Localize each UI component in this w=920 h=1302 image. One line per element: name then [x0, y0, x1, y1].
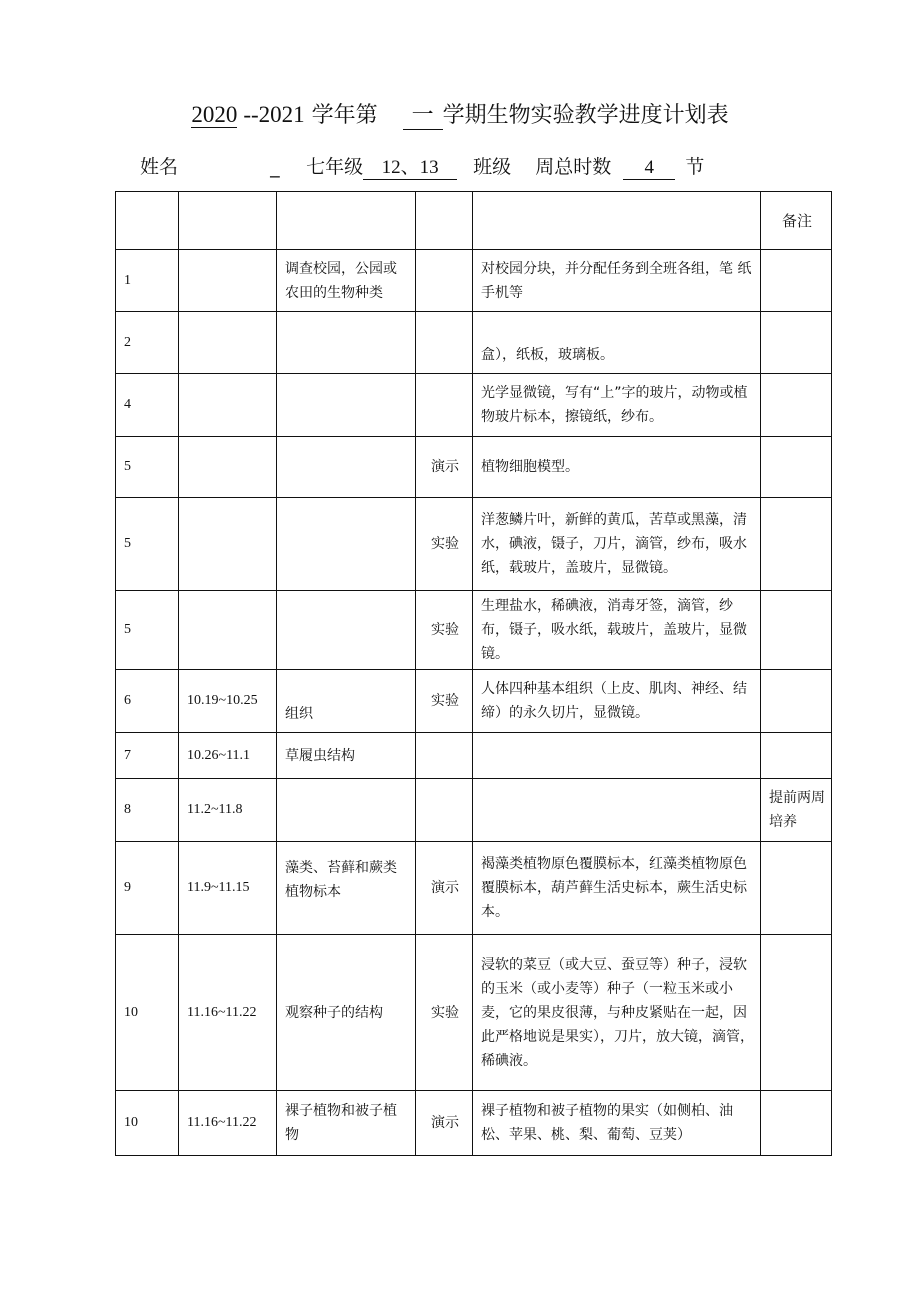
table-row	[116, 1091, 832, 1156]
week-cell: 9	[116, 842, 179, 935]
header-cell	[116, 192, 179, 250]
year-end: 2021	[258, 102, 305, 127]
date-cell: 11.16~11.22	[179, 935, 277, 1091]
date-cell	[179, 498, 277, 591]
note-cell	[761, 498, 832, 591]
type-cell	[416, 312, 473, 374]
name-label: 姓名	[140, 156, 179, 178]
topic-cell	[277, 779, 416, 842]
week-cell: 2	[116, 312, 179, 374]
materials-cell: 浸软的菜豆（或大豆、蚕豆等）种子，浸软的玉米（或小麦等）种子（一粒玉米或小麦，它的果皮很薄，与种皮紧贴在一起，因此严格地说是果实），刀片，放大镜，滴管，稀碘液。	[473, 935, 761, 1091]
materials-cell: 人体四种基本组织（上皮、肌肉、神经、结缔）的永久切片，显微镜。	[473, 670, 761, 733]
note-cell	[761, 437, 832, 498]
grade-label: 七年级	[306, 156, 364, 178]
weekly-hours-value: 4	[623, 157, 675, 180]
topic-cell	[277, 498, 416, 591]
note-cell	[761, 374, 832, 437]
semester-rest-label: 学期生物实验教学进度计划表	[442, 103, 729, 128]
note-cell	[761, 1091, 832, 1156]
schedule-table	[115, 191, 832, 1156]
week-cell: 7	[116, 733, 179, 779]
topic-cell: 调查校园，公园或农田的生物种类	[277, 250, 416, 312]
table-header-row	[116, 192, 832, 250]
semester-value: 一	[403, 98, 443, 130]
materials-cell: 植物细胞模型。	[473, 437, 761, 498]
topic-cell: 观察种子的结构	[277, 935, 416, 1091]
header-note: 备注	[761, 192, 832, 250]
class-label: 班级	[473, 156, 512, 178]
school-year-label: 学年第	[311, 103, 378, 128]
materials-cell	[473, 779, 761, 842]
date-cell: 11.2~11.8	[179, 779, 277, 842]
topic-cell: 组织	[277, 670, 416, 733]
week-cell: 5	[116, 437, 179, 498]
type-cell: 实验	[416, 670, 473, 733]
table-row	[116, 591, 832, 670]
week-cell: 10	[116, 1091, 179, 1156]
header-cell	[473, 192, 761, 250]
topic-cell	[277, 437, 416, 498]
week-cell: 4	[116, 374, 179, 437]
type-cell: 实验	[416, 498, 473, 591]
weekly-hours-label: 周总时数	[535, 156, 612, 178]
materials-cell: 光学显微镜，写有“上”字的玻片，动物或植物玻片标本，擦镜纸，纱布。	[473, 374, 761, 437]
date-cell	[179, 591, 277, 670]
date-cell: 10.19~10.25	[179, 670, 277, 733]
table-row	[116, 312, 832, 374]
date-cell	[179, 374, 277, 437]
type-cell	[416, 250, 473, 312]
type-cell	[416, 779, 473, 842]
week-cell: 10	[116, 935, 179, 1091]
header-cell	[416, 192, 473, 250]
note-cell	[761, 670, 832, 733]
info-line	[140, 152, 704, 180]
date-cell: 11.16~11.22	[179, 1091, 277, 1156]
hours-unit: 节	[685, 156, 705, 178]
date-cell: 11.9~11.15	[179, 842, 277, 935]
year-start: 2020	[191, 102, 238, 127]
topic-cell: 草履虫结构	[277, 733, 416, 779]
materials-cell: 褐藻类植物原色覆膜标本，红藻类植物原色覆膜标本，葫芦藓生活史标本，蕨生活史标本。	[473, 842, 761, 935]
week-cell: 1	[116, 250, 179, 312]
table-row	[116, 437, 832, 498]
type-cell: 实验	[416, 935, 473, 1091]
type-cell: 实验	[416, 591, 473, 670]
table-row	[116, 670, 832, 733]
header-cell	[277, 192, 416, 250]
note-cell	[761, 935, 832, 1091]
date-cell: 10.26~11.1	[179, 733, 277, 779]
class-numbers: 12、13	[363, 152, 457, 180]
table-row	[116, 842, 832, 935]
name-value: _	[270, 156, 280, 178]
materials-cell	[473, 733, 761, 779]
type-cell: 演示	[416, 437, 473, 498]
week-cell: 6	[116, 670, 179, 733]
table-row	[116, 374, 832, 437]
type-cell	[416, 374, 473, 437]
header-cell	[179, 192, 277, 250]
date-cell	[179, 437, 277, 498]
note-cell	[761, 842, 832, 935]
materials-cell: 盒），纸板，玻璃板。	[473, 312, 761, 374]
topic-cell: 藻类、苔藓和蕨类植物标本	[277, 842, 416, 935]
type-cell: 演示	[416, 1091, 473, 1156]
week-cell: 8	[116, 779, 179, 842]
date-cell	[179, 250, 277, 312]
note-cell	[761, 250, 832, 312]
table-row	[116, 498, 832, 591]
week-cell: 5	[116, 498, 179, 591]
table-row	[116, 733, 832, 779]
table-row	[116, 935, 832, 1091]
type-cell	[416, 733, 473, 779]
year-separator: --	[243, 102, 259, 127]
date-cell	[179, 312, 277, 374]
materials-cell: 裸子植物和被子植物的果实（如侧柏、油松、苹果、桃、梨、葡萄、豆荚）	[473, 1091, 761, 1156]
type-cell: 演示	[416, 842, 473, 935]
note-cell: 提前两周培养	[761, 779, 832, 842]
note-cell	[761, 733, 832, 779]
week-cell: 5	[116, 591, 179, 670]
topic-cell	[277, 312, 416, 374]
note-cell	[761, 591, 832, 670]
topic-cell: 裸子植物和被子植物	[277, 1091, 416, 1156]
table-row	[116, 779, 832, 842]
table-row	[116, 250, 832, 312]
topic-cell	[277, 374, 416, 437]
materials-cell: 生理盐水，稀碘液，消毒牙签，滴管，纱布，镊子，吸水纸，载玻片，盖玻片，显微镜。	[473, 591, 761, 670]
topic-cell	[277, 591, 416, 670]
materials-cell: 洋葱鳞片叶，新鲜的黄瓜，苦草或黑藻，清水，碘液，镊子，刀片，滴管，纱布，吸水纸，载玻片，盖玻片，显微镜。	[473, 498, 761, 591]
materials-cell: 对校园分块，并分配任务到全班各组，笔 纸 手机等	[473, 250, 761, 312]
page-title	[0, 98, 920, 130]
note-cell	[761, 312, 832, 374]
